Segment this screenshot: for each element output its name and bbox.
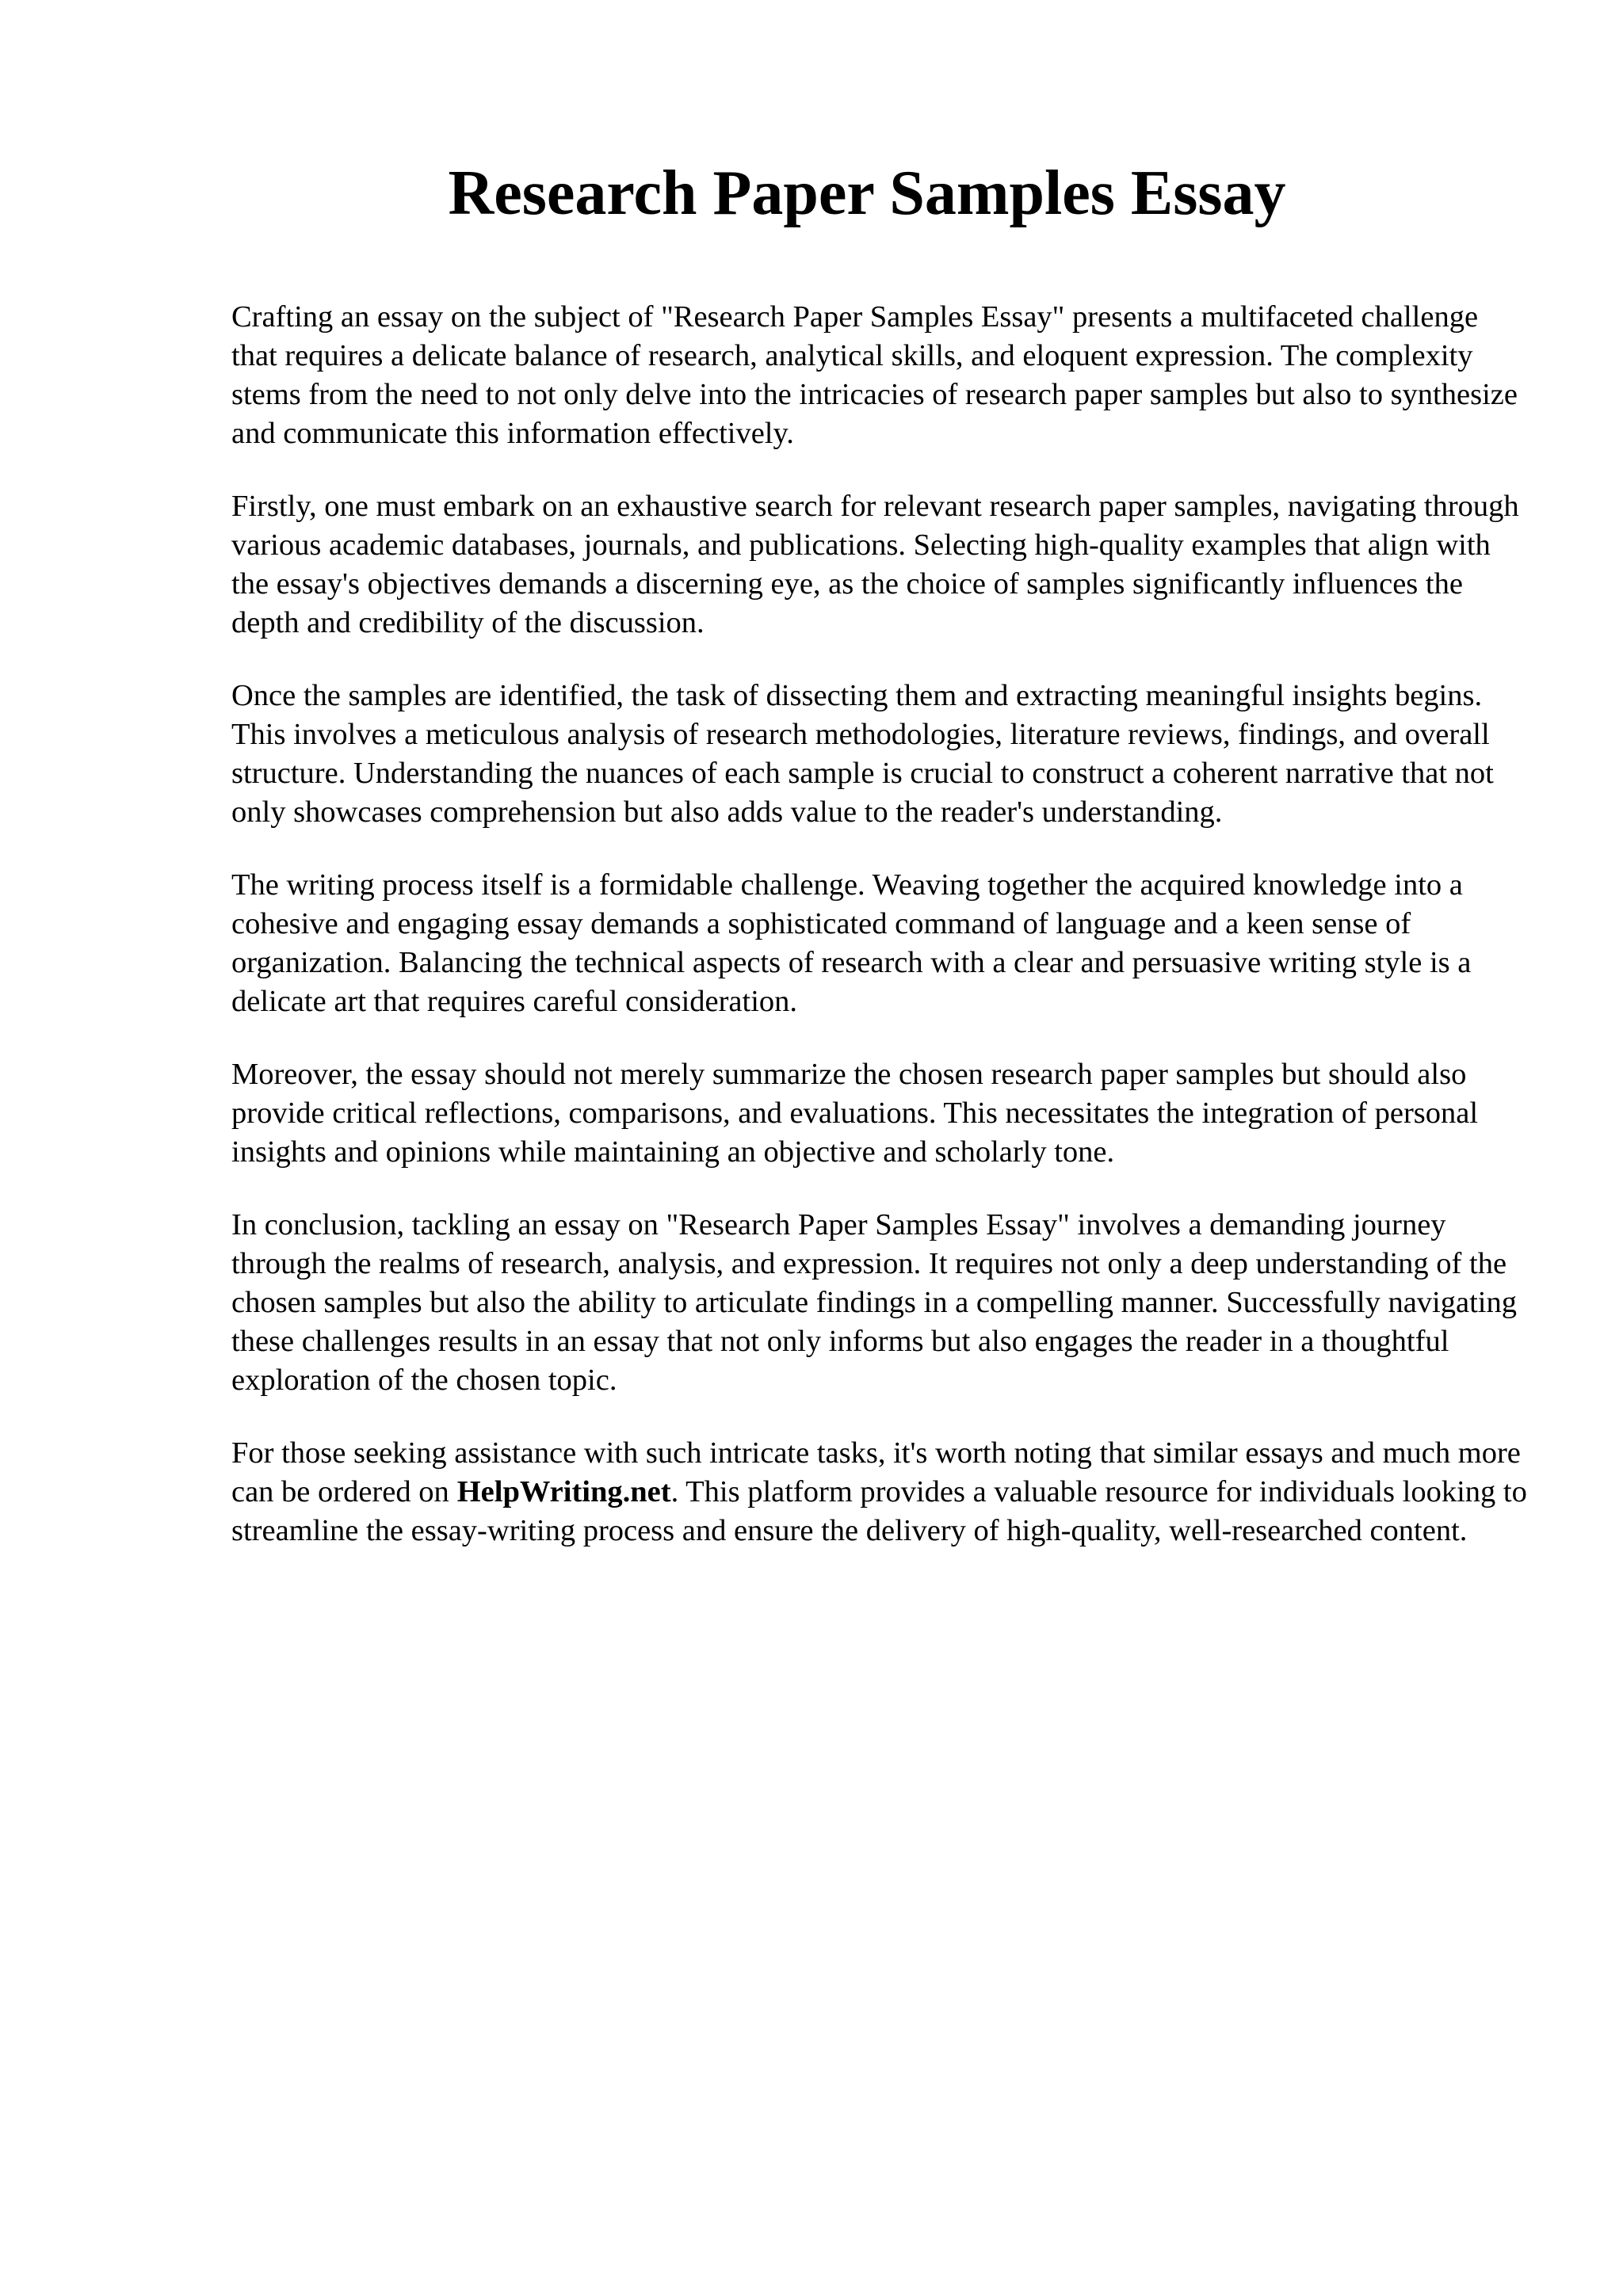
helpwriting-link[interactable]: HelpWriting.net xyxy=(456,1475,671,1508)
paragraph-writing-process: The writing process itself is a formidable challenge. Weaving together the acquired knowledge into a cohesive and engaging essay demands a sophisticated command of language and a keen sense of organization. Balancing the technical aspects of research with a clear and persuasive writing style is a delicate art that requires careful consideration. xyxy=(231,868,1472,1018)
paragraph-conclusion: In conclusion, tackling an essay on "Research Paper Samples Essay" involves a demanding journey through the realms of research, analysis, and expression. It requires not only a deep understanding of the chosen samples but also the ability to articulate findings in a compelling manner. Successfully navigating these challenges results in an essay that not only informs but also engages the reader in a thoughtful exploration of the chosen topic. xyxy=(231,1208,1517,1397)
document-title: Research Paper Samples Essay xyxy=(448,158,1286,228)
paragraph-intro: Crafting an essay on the subject of "Research Paper Samples Essay" presents a multifaceted challenge that requires a delicate balance of research, analytical skills, and eloquent expression. The complexity stems from the need to not only delve into the intricacies of research paper samples but also to synthesize and communicate this information effectively. xyxy=(231,300,1518,450)
paragraph-reflections: Moreover, the essay should not merely summarize the chosen research paper samples but should also provide critical reflections, comparisons, and evaluations. This necessitates the integration of personal insights and opinions while maintaining an objective and scholarly tone. xyxy=(231,1058,1479,1169)
paragraph-closing xyxy=(231,1434,1531,1550)
paragraph-analysis: Once the samples are identified, the task of dissecting them and extracting meaningful insights begins. This involves a meticulous analysis of research methodologies, literature reviews, findings, and overall structure. Understanding the nuances of each sample is crucial to construct a coherent narrative that not only showcases comprehension but also adds value to the reader's understanding. xyxy=(231,679,1494,829)
closing-text-after-link: . This platform provides a valuable resource for individuals looking to streamline the essay-writing process and ensure the delivery of high-quality, well-researched content. xyxy=(231,1475,1527,1547)
paragraph-search: Firstly, one must embark on an exhaustive search for relevant research paper samples, navigating through various academic databases, journals, and publications. Selecting high-quality examples that align with the essay's objectives demands a discerning eye, as the choice of samples significantly influences the depth and credibility of the discussion. xyxy=(231,490,1519,639)
closing-text-before-link: For those seeking assistance with such intricate tasks, it's worth noting that similar essays and much more can be ordered on xyxy=(231,1436,1521,1508)
document-body xyxy=(231,298,1531,1550)
